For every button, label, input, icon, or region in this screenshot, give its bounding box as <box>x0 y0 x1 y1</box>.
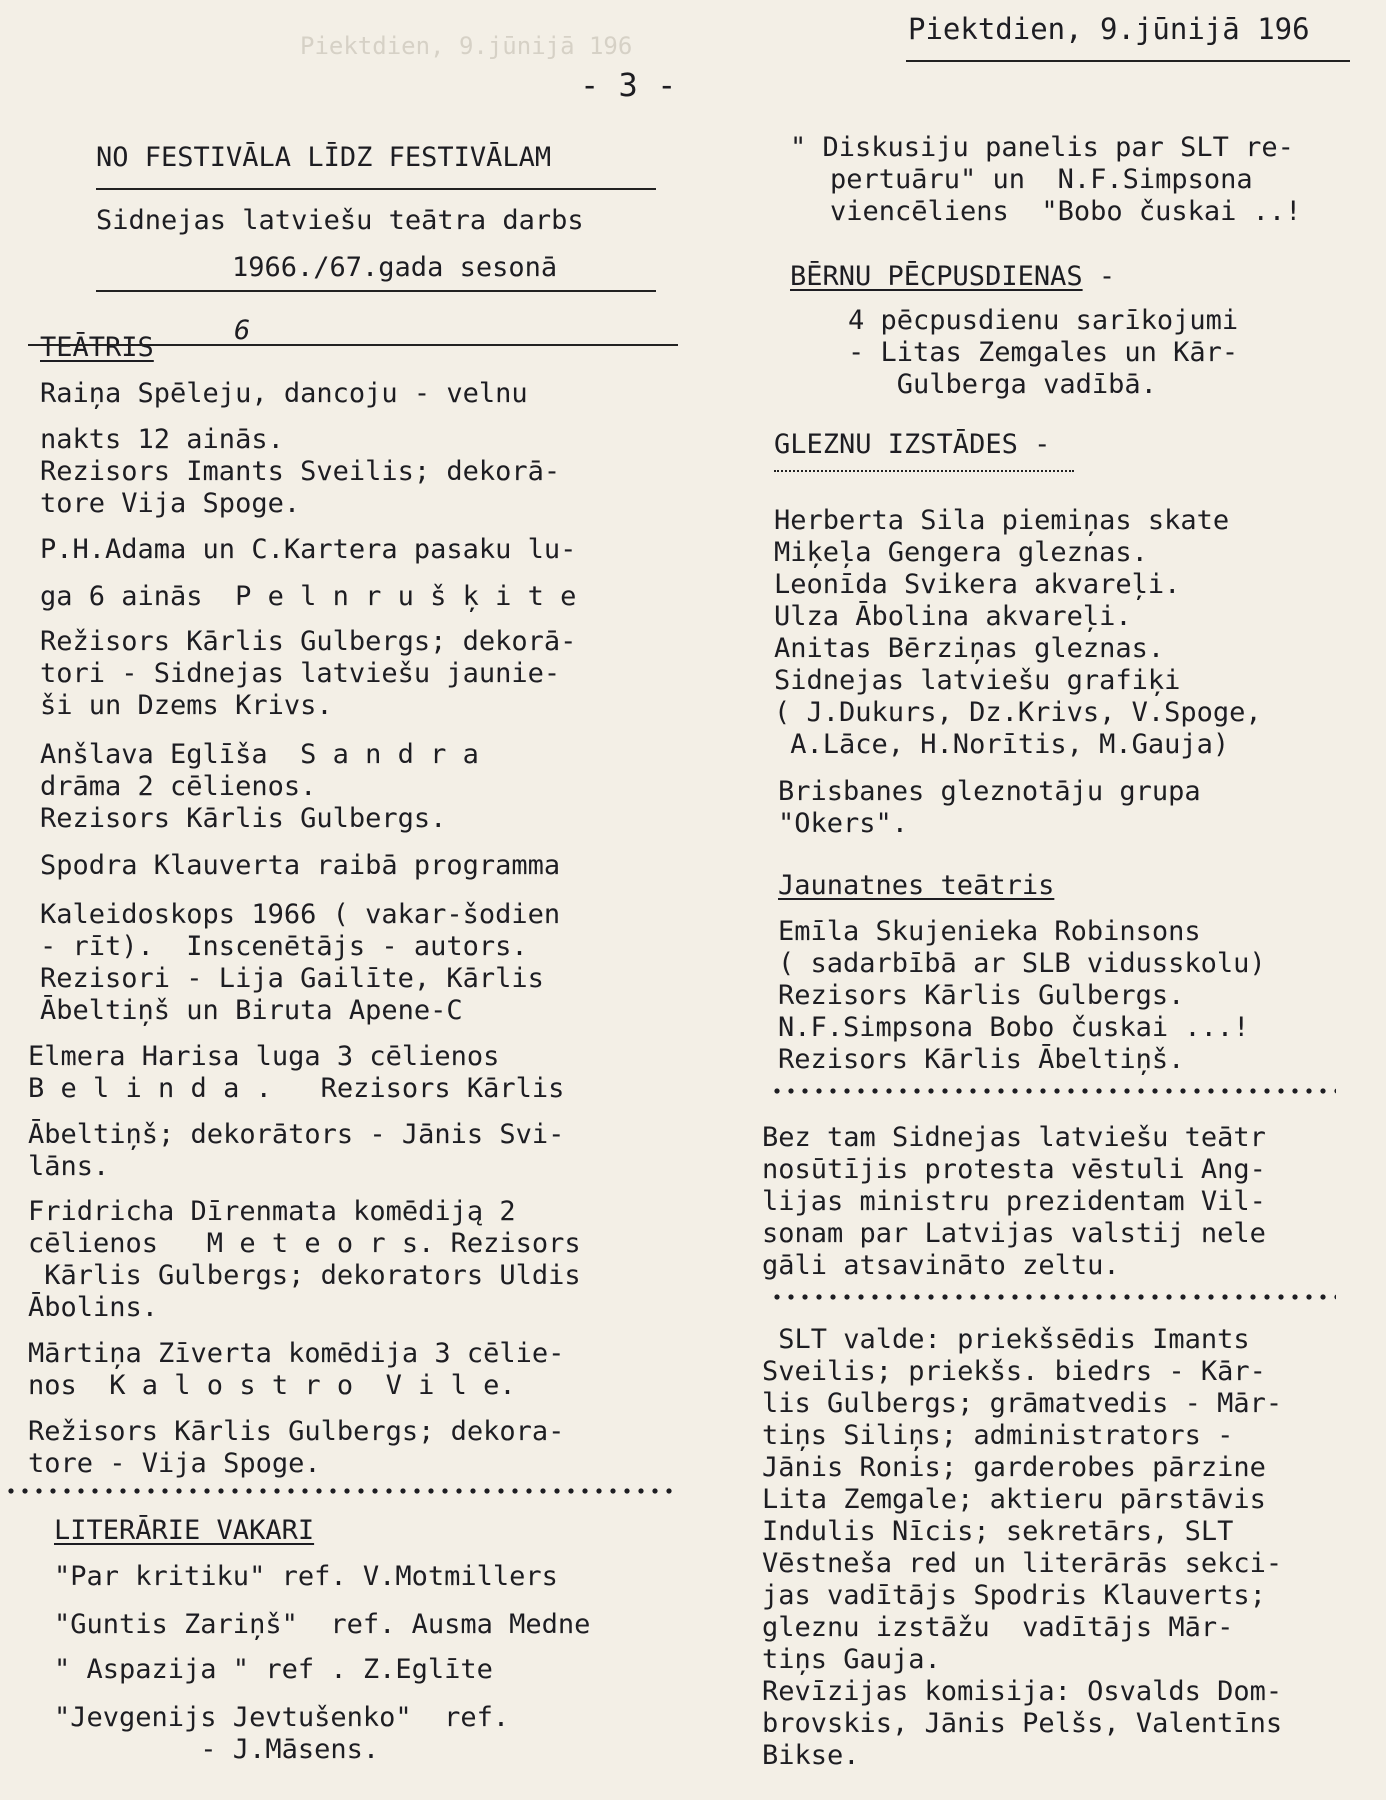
text-line: Rezisors Kārlis Gulbergs. <box>40 803 447 834</box>
text-line: tiņs Gauja. <box>762 1644 941 1675</box>
text-line: Ābeltiņš; dekorātors - Jānis Svi- <box>28 1119 565 1150</box>
gleznu-rule <box>774 470 1074 472</box>
text-line: Miķeļa Gengera gleznas. <box>774 537 1148 568</box>
text-line: nakts 12 ainās. <box>40 424 284 455</box>
text-line: Revīzijas komisija: Osvalds Dom- <box>762 1676 1283 1707</box>
dotted-separator <box>770 1088 1336 1094</box>
text-line: sonam par Latvijas valstij nele <box>762 1218 1266 1249</box>
text-line: Lita Zemgale; aktieru pārstāvis <box>762 1484 1266 1515</box>
section-heading-bernu <box>790 262 1115 292</box>
text-line: Sveilis; priekšs. biedrs - Kār- <box>762 1356 1266 1387</box>
text-line: Brisbanes gleznotāju grupa <box>778 776 1201 807</box>
text-line: 4 pēcpusdienu sarīkojumi <box>848 305 1239 336</box>
text-line: ši un Dzems Krivs. <box>40 690 333 721</box>
dotted-separator <box>770 1294 1336 1300</box>
text-line: B e l i n d a . Rezisors Kārlis <box>28 1073 565 1104</box>
text-line: " Aspazija " ref . Z.Eglīte <box>54 1654 493 1685</box>
text-line: Spodra Klauverta raibā programma <box>40 850 561 881</box>
text-line: Rezisors Kārlis Gulbergs. <box>778 980 1185 1011</box>
text-line: - rīt). Inscenētājs - autors. <box>40 931 528 962</box>
bernu-heading-dash: - <box>1082 261 1116 292</box>
text-line: Elmera Harisa luga 3 cēlienos <box>28 1041 500 1072</box>
text-line: viencēliens "Bobo čuskai ..! <box>830 196 1302 227</box>
text-line: nos K a l o s t r o V i l e. <box>28 1370 516 1401</box>
text-line: SLT valde: priekšsēdis Imants <box>762 1324 1250 1355</box>
text-line: tiņs Siliņs; administrators - <box>762 1420 1234 1451</box>
text-line: Bikse. <box>762 1740 860 1771</box>
section-heading-literarie: LITERĀRIE VAKARI <box>54 1515 315 1546</box>
text-line: lis Gulbergs; grāmatvedis - Mār- <box>762 1388 1283 1419</box>
title-rule <box>96 188 656 190</box>
teatris-rule <box>28 344 678 346</box>
text-line: Kaleidoskops 1966 ( vakar-šodien <box>40 899 561 930</box>
text-line: brovskis, Jānis Pelšs, Valentīns <box>762 1708 1283 1739</box>
text-line: tore Vija Spoge. <box>40 488 301 519</box>
text-line: lāns. <box>28 1151 110 1182</box>
text-line: ga 6 ainās P e l n r u š ķ i t e <box>40 581 577 612</box>
text-line: Herberta Sila piemiņas skate <box>774 505 1230 536</box>
text-line: ( J.Dukurs, Dz.Krivs, V.Spoge, <box>774 697 1262 728</box>
handwritten-count: 6 <box>234 315 251 346</box>
bleed-through-date: Piektdien, 9.jūnijā 196 <box>300 32 633 60</box>
text-line: Fridricha Dīrenmata komēdiją 2 <box>28 1196 516 1227</box>
article-title: NO FESTIVĀLA LĪDZ FESTIVĀLAM <box>96 142 552 173</box>
text-line: tori - Sidnejas latviešu jaunie- <box>40 658 561 689</box>
text-line: Rezisors Imants Sveilis; dekorā- <box>40 456 561 487</box>
issue-date: Piektdien, 9.jūnijā 196 <box>908 12 1310 46</box>
text-line: Režisors Kārlis Gulbergs; dekorā- <box>40 626 577 657</box>
text-line: P.H.Adama un C.Kartera pasaku lu- <box>40 534 577 565</box>
text-line: Raiņa Spēleju, dancoju - velnu <box>40 378 528 409</box>
text-line: A.Lāce, H.Norītis, M.Gauja) <box>774 729 1230 760</box>
bernu-heading-text: BĒRNU PĒCPUSDIENAS <box>790 261 1083 292</box>
section-heading-teatris: TEĀTRIS <box>40 332 154 363</box>
article-subtitle: Sidnejas latviešu teātra darbs <box>96 205 584 236</box>
text-line: ( sadarbībā ar SLB vidusskolu) <box>778 948 1266 979</box>
text-line: - J.Māsens. <box>54 1734 380 1765</box>
text-line: Gulberga vadībā. <box>848 369 1157 400</box>
text-line: Jānis Ronis; garderobes pārzine <box>762 1452 1266 1483</box>
text-line: Bez tam Sidnejas latviešu teātr <box>762 1122 1266 1153</box>
text-line: Vēstneša red un literārās sekci- <box>762 1548 1283 1579</box>
text-line: gleznu izstāžu vadītājs Mār- <box>762 1612 1234 1643</box>
section-heading-gleznu: GLEZNU IZSTĀDES - <box>774 429 1051 460</box>
text-line: pertuāru" un N.F.Simpsona <box>830 164 1253 195</box>
text-line: nosūtījis protesta vēstuli Ang- <box>762 1154 1266 1185</box>
text-line: Rezisori - Lija Gailīte, Kārlis <box>40 963 544 994</box>
text-line: "Jevgenijs Jevtušenko" ref. <box>54 1702 510 1733</box>
text-line: cēlienos M e t e o r s. Rezisors <box>28 1228 581 1259</box>
text-line: Ābeltiņš un Biruta Apene-C <box>40 995 463 1026</box>
text-line: gāli atsavināto zeltu. <box>762 1250 1120 1281</box>
text-line: jas vadītājs Spodris Klauverts; <box>762 1580 1266 1611</box>
text-line: Sidnejas latviešu grafiķi <box>774 665 1181 696</box>
season-rule <box>96 290 656 292</box>
text-line: - Litas Zemgales un Kār- <box>848 337 1239 368</box>
dotted-separator <box>4 1488 680 1494</box>
text-line: Ābolins. <box>28 1292 159 1323</box>
text-line: N.F.Simpsona Bobo čuskai ...! <box>778 1012 1250 1043</box>
text-line: Ulza Ābolina akvareļi. <box>774 601 1132 632</box>
text-line: Rezisors Kārlis Ābeltiņš. <box>778 1044 1185 1075</box>
article-season: 1966./67.gada sesonā <box>232 252 558 283</box>
text-line: Mārtiņa Zīverta komēdija 3 cēlie- <box>28 1338 565 1369</box>
text-line: Kārlis Gulbergs; dekorators Uldis <box>28 1260 581 1291</box>
section-heading-jaunatnes: Jaunatnes teātris <box>778 870 1055 901</box>
text-line: Anšlava Eglīša S a n d r a <box>40 739 479 770</box>
text-line: Anitas Bērziņas gleznas. <box>774 633 1165 664</box>
text-line: Indulis Nīcis; sekretārs, SLT <box>762 1516 1234 1547</box>
page-number: - 3 - <box>580 66 677 104</box>
text-line: lijas ministru prezidentam Vil- <box>762 1186 1266 1217</box>
date-underline <box>906 60 1350 62</box>
text-line: drāma 2 cēlienos. <box>40 771 317 802</box>
text-line: " Diskusiju panelis par SLT re- <box>790 132 1294 163</box>
text-line: Emīla Skujenieka Robinsons <box>778 916 1201 947</box>
text-line: Leonīda Svikera akvareļi. <box>774 569 1181 600</box>
text-line: "Par kritiku" ref. V.Motmillers <box>54 1561 558 1592</box>
text-line: "Okers". <box>778 808 909 839</box>
text-line: Režisors Kārlis Gulbergs; dekora- <box>28 1416 565 1447</box>
text-line: tore - Vija Spoge. <box>28 1448 321 1479</box>
text-line: "Guntis Zariņš" ref. Ausma Medne <box>54 1609 591 1640</box>
